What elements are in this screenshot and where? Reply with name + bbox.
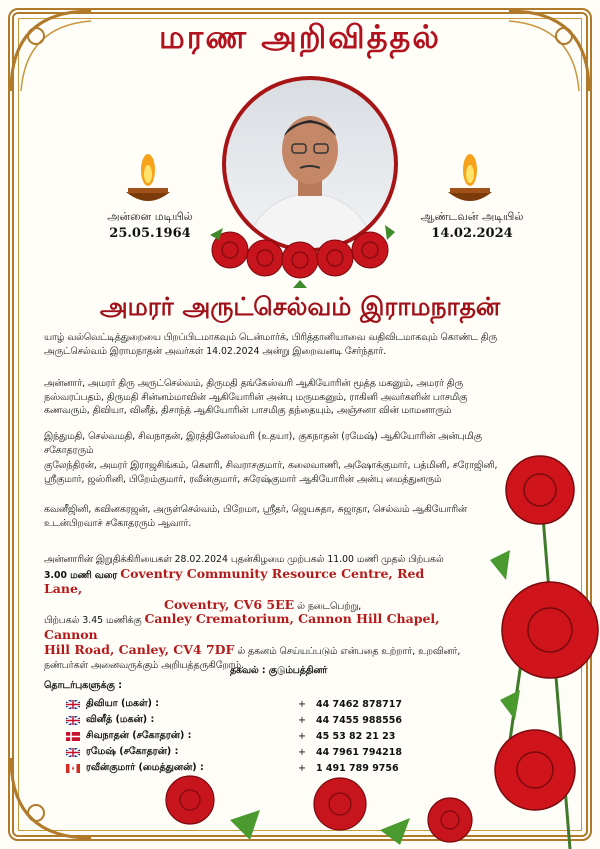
contact-row bbox=[44, 712, 424, 728]
uk-flag-icon bbox=[66, 716, 80, 725]
oil-lamp-icon bbox=[440, 148, 500, 218]
relatives-paragraph: கவனீஜினி, கவினகரஜன், அருள்செல்வம், பிறேமா, ஸ்ரீதர், ஜெயசுதா, சுஜாதா, செல்வம் ஆகியோரின் உடன்பிறவாச் சகோதரரும் ஆவார். bbox=[44, 504, 467, 529]
denmark-flag-icon bbox=[66, 732, 80, 741]
contact-phone[interactable]: 44 7961 794218 bbox=[316, 746, 402, 758]
contact-plus: + bbox=[298, 746, 306, 758]
contact-row bbox=[44, 728, 424, 744]
information-credit: தகவல் : குடும்பத்தினர் bbox=[230, 665, 328, 676]
contact-name: சிவநாதன் (சகோதரன்) : bbox=[86, 730, 192, 741]
cremation-time-text: பிற்பகல் 3.45 மணிக்கு bbox=[44, 615, 142, 626]
death-label: ஆண்டவன் அடியில் bbox=[420, 210, 524, 223]
death-date: 14.02.2024 bbox=[431, 226, 513, 241]
uk-flag-icon bbox=[66, 700, 80, 709]
crematorium-line-2: Hill Road, Canley, CV4 7DF bbox=[44, 642, 235, 657]
contacts-heading: தொடர்புகளுக்கு : bbox=[44, 680, 123, 691]
in-laws-paragraph: குலேந்திரன், அமரர் இராஜசிங்கம், கௌரி, சிவராசகுமார், கலைவாணி, அஷோக்குமார், பத்மினி, சரோஜினி, ஸ்ரீகுமார், ஜஸ்ரினி, பிறேம்குமார், ரவீன்குமார், சுரேஷ்குமார் ஆகியோரின் அன்பு மைத்துனரும் bbox=[44, 460, 498, 485]
family-paragraph: அன்னார், அமரர் திரு அருட்செல்வம், திருமதி தங்கேஸ்வரி ஆகியோரின் மூத்த மகனும், அமரர் திரு நஸ்வரப்பதம், திருமதி சின்னம்மாவின் ஆகியோரின் அன்பு மருமகனும், ராகினி அவர்களின் பாசமிகு கணவரும், திவியா, வினீத், திசாந்த் ஆகியோரின் பாசமிகு தந்தையும், அஞ்சனா வின் மாமனாரும் bbox=[44, 378, 468, 416]
canada-flag-icon bbox=[66, 764, 80, 773]
contact-phone[interactable]: 44 7455 988556 bbox=[316, 714, 402, 726]
funeral-time-text: அன்னாரின் இறுதிக்கிரியைகள் 28.02.2024 புதன்கிழமை முற்பகல் 11.00 மணி முதல் பிற்பகல் bbox=[44, 554, 444, 565]
bottom-roses-icon bbox=[150, 770, 510, 849]
venue-line-1: Coventry Community Resource Centre, Red Lane, bbox=[44, 565, 425, 596]
contact-plus: + bbox=[298, 698, 306, 710]
crematorium-after-text: ல் தகனம் செய்யப்படும் என்பதை உற்றார், உறவினர், bbox=[237, 646, 461, 657]
contact-phone[interactable]: 45 53 82 21 23 bbox=[316, 730, 396, 742]
uk-flag-icon bbox=[66, 748, 80, 757]
siblings-paragraph: இந்துமதி, செல்வமதி, சிவநாதன், இரத்தினேஸ்வரி (உதயா), குகநாதன் (ரமேஷ்) ஆகியோரின் அன்புமிகு சகோதரரும் bbox=[44, 431, 482, 456]
venue-after-text: ல் நடைபெற்று, bbox=[297, 600, 362, 612]
contact-row bbox=[44, 696, 424, 712]
contact-name: திவியா (மகள்) : bbox=[86, 698, 160, 709]
contact-name: ரமேஷ் (சகோதரன்) : bbox=[86, 746, 179, 757]
birth-label: அன்னை மடியில் bbox=[107, 210, 193, 223]
contact-name: ரவீன்குமார் (மைத்துனன்) : bbox=[86, 762, 204, 773]
contact-plus: + bbox=[298, 762, 306, 774]
crematorium-line-1: Canley Crematorium, Cannon Hill Chapel, Cannon bbox=[44, 611, 440, 642]
cremation-paragraph bbox=[44, 612, 464, 672]
birth-date: 25.05.1964 bbox=[109, 226, 191, 241]
closing-text: நண்பர்கள் அனைவருக்கும் அறியத்தருகிறோம். bbox=[44, 659, 244, 671]
funeral-end-text: 3.00 மணி வரை bbox=[44, 569, 118, 581]
contacts-section bbox=[44, 680, 424, 776]
contact-phone[interactable]: 44 7462 878717 bbox=[316, 698, 402, 710]
oil-lamp-icon bbox=[118, 148, 178, 218]
rose-garland-icon bbox=[205, 220, 405, 290]
funeral-paragraph bbox=[44, 553, 464, 613]
contact-phone[interactable]: 1 491 789 9756 bbox=[316, 762, 399, 774]
contact-row bbox=[44, 744, 424, 760]
page-title: மரண அறிவித்தல் bbox=[159, 18, 441, 56]
contact-name: வினீத் (மகன்) : bbox=[86, 714, 155, 725]
deceased-name: அமரர் அருட்செல்வம் இராமநாதன் bbox=[99, 292, 501, 321]
intro-paragraph: யாழ் வல்வெட்டித்துறையை பிறப்பிடமாகவும் டென்மார்க், பிரித்தானியாவை வதிவிடமாகவும் கொண்ட திரு அருட்செல்வம் இராமநாதன் அவர்கள் 14.02.2024 அன்று இறைவனடி சேர்ந்தார். bbox=[44, 332, 498, 357]
venue-line-2: Coventry, CV6 5EE bbox=[164, 596, 295, 612]
contact-plus: + bbox=[298, 730, 306, 742]
contact-plus: + bbox=[298, 714, 306, 726]
